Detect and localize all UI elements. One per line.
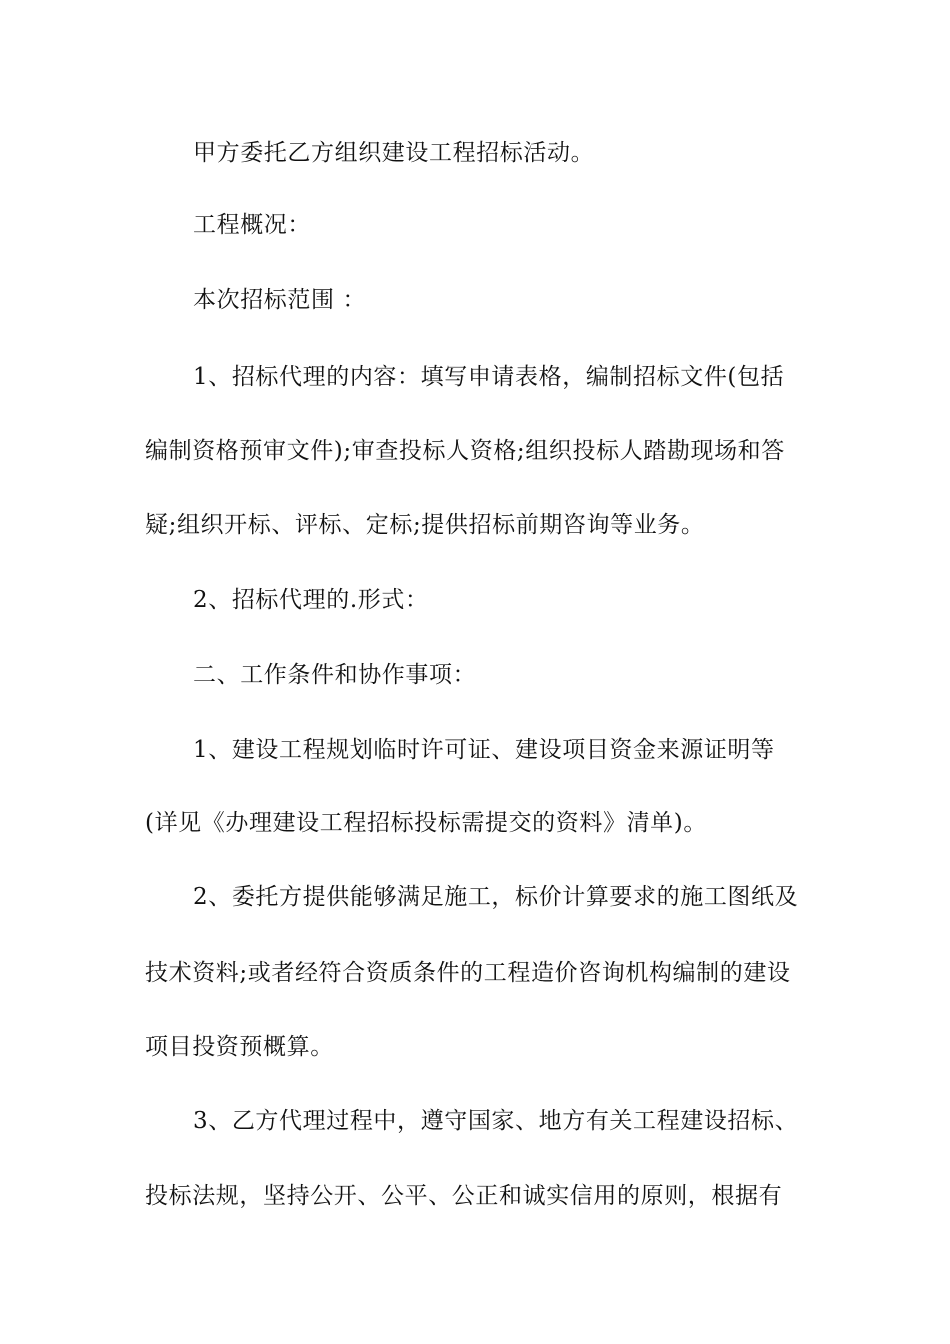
paragraph-line: 工程概况： <box>193 212 311 238</box>
paragraph-line: 编制资格预审文件);审查投标人资格;组织投标人踏勘现场和答 <box>145 438 785 464</box>
paragraph-line: (详见《办理建设工程招标投标需提交的资料》清单)。 <box>145 810 707 836</box>
paragraph-line: 甲方委托乙方组织建设工程招标活动。 <box>193 140 595 166</box>
paragraph-line: 2、委托方提供能够满足施工，标价计算要求的施工图纸及 <box>193 884 799 910</box>
paragraph-line: 投标法规，坚持公开、公平、公正和诚实信用的原则，根据有 <box>145 1183 783 1209</box>
paragraph-line: 二、工作条件和协作事项： <box>193 662 477 688</box>
paragraph-line: 项目投资预概算。 <box>145 1034 334 1060</box>
paragraph-line: 1、招标代理的内容：填写申请表格，编制招标文件(包括 <box>193 364 785 390</box>
paragraph-line: 1、建设工程规划临时许可证、建设项目资金来源证明等 <box>193 737 775 763</box>
paragraph-line: 3、乙方代理过程中，遵守国家、地方有关工程建设招标、 <box>193 1108 799 1134</box>
paragraph-line: 本次招标范围 ： <box>193 287 367 313</box>
paragraph-line: 疑;组织开标、评标、定标;提供招标前期咨询等业务。 <box>145 512 705 538</box>
paragraph-line: 2、招标代理的.形式： <box>193 587 429 613</box>
paragraph-line: 技术资料;或者经符合资质条件的工程造价咨询机构编制的建设 <box>145 960 791 986</box>
